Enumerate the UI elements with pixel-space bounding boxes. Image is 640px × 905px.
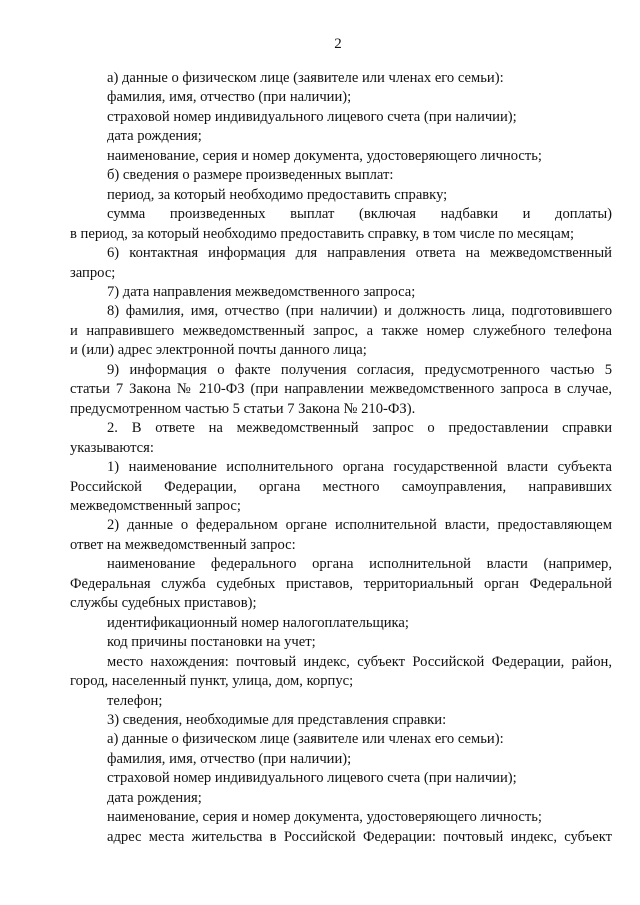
text-line: предусмотренном частью 5 статьи 7 Закона № 210-ФЗ). (70, 400, 416, 417)
text-line: б) сведения о размере произведенных выплат: (107, 167, 394, 184)
text-line: запрос; (70, 264, 116, 281)
document-body (70, 69, 612, 847)
text-line: фамилия, имя, отчество (при наличии); (107, 750, 352, 767)
text-line: ответ на межведомственный запрос: (70, 536, 296, 553)
text-line: указываются: (70, 439, 154, 456)
text-line: 9) информация о факте получения согласия, предусмотренного частью 5 (107, 361, 612, 378)
text-line: Российской Федерации, органа местного самоуправления, направивших (70, 478, 612, 495)
text-line: межведомственный запрос; (70, 497, 241, 514)
text-line: Федеральная служба судебных приставов, территориальный орган Федеральной (70, 575, 612, 592)
text-line: 7) дата направления межведомственного запроса; (107, 283, 416, 300)
page-number: 2 (334, 36, 342, 52)
text-line: дата рождения; (107, 128, 202, 145)
text-line: дата рождения; (107, 789, 202, 806)
text-line: 3) сведения, необходимые для представления справки: (107, 711, 447, 728)
text-line: в период, за который необходимо предоставить справку, в том числе по месяцам; (70, 225, 575, 242)
text-line: 2) данные о федеральном органе исполнительной власти, предоставляющем (107, 517, 612, 534)
text-line: период, за который необходимо предоставить справку; (107, 186, 448, 203)
text-line: 2. В ответе на межведомственный запрос о предоставлении справки (107, 420, 612, 437)
text-line: место нахождения: почтовый индекс, субъект Российской Федерации, район, (107, 653, 612, 670)
text-line: и направившего межведомственный запрос, а также номер служебного телефона (70, 322, 612, 339)
text-line: код причины постановки на учет; (107, 634, 316, 651)
text-line: наименование, серия и номер документа, удостоверяющего личность; (107, 147, 542, 164)
text-line: телефон; (107, 692, 163, 709)
text-line: страховой номер индивидуального лицевого счета (при наличии); (107, 770, 517, 787)
text-line: службы судебных приставов); (70, 595, 257, 612)
text-line: а) данные о физическом лице (заявителе или членах его семьи): (107, 70, 504, 86)
text-line: фамилия, имя, отчество (при наличии); (107, 89, 352, 106)
text-line: статьи 7 Закона № 210-ФЗ (при направлении межведомственного запроса в случае, (70, 381, 612, 398)
text-line: и (или) адрес электронной почты данного лица; (70, 342, 367, 359)
text-line: наименование федерального органа исполнительной власти (например, (107, 556, 612, 573)
text-line: страховой номер индивидуального лицевого счета (при наличии); (107, 108, 517, 125)
text-line: 1) наименование исполнительного органа государственной власти субъекта (107, 459, 612, 476)
text-line: адрес места жительства в Российской Федерации: почтовый индекс, субъект (107, 828, 612, 845)
text-line: 8) фамилия, имя, отчество (при наличии) и должность лица, подготовившего (107, 303, 612, 320)
text-line: наименование, серия и номер документа, удостоверяющего личность; (107, 809, 542, 826)
text-line: идентификационный номер налогоплательщика; (107, 614, 409, 631)
text-line: а) данные о физическом лице (заявителе или членах его семьи): (107, 731, 504, 748)
text-line: сумма произведенных выплат (включая надбавки и доплаты) (107, 206, 612, 223)
text-line: город, населенный пункт, улица, дом, корпус; (70, 673, 354, 690)
text-line: 6) контактная информация для направления ответа на межведомственный (107, 245, 612, 262)
